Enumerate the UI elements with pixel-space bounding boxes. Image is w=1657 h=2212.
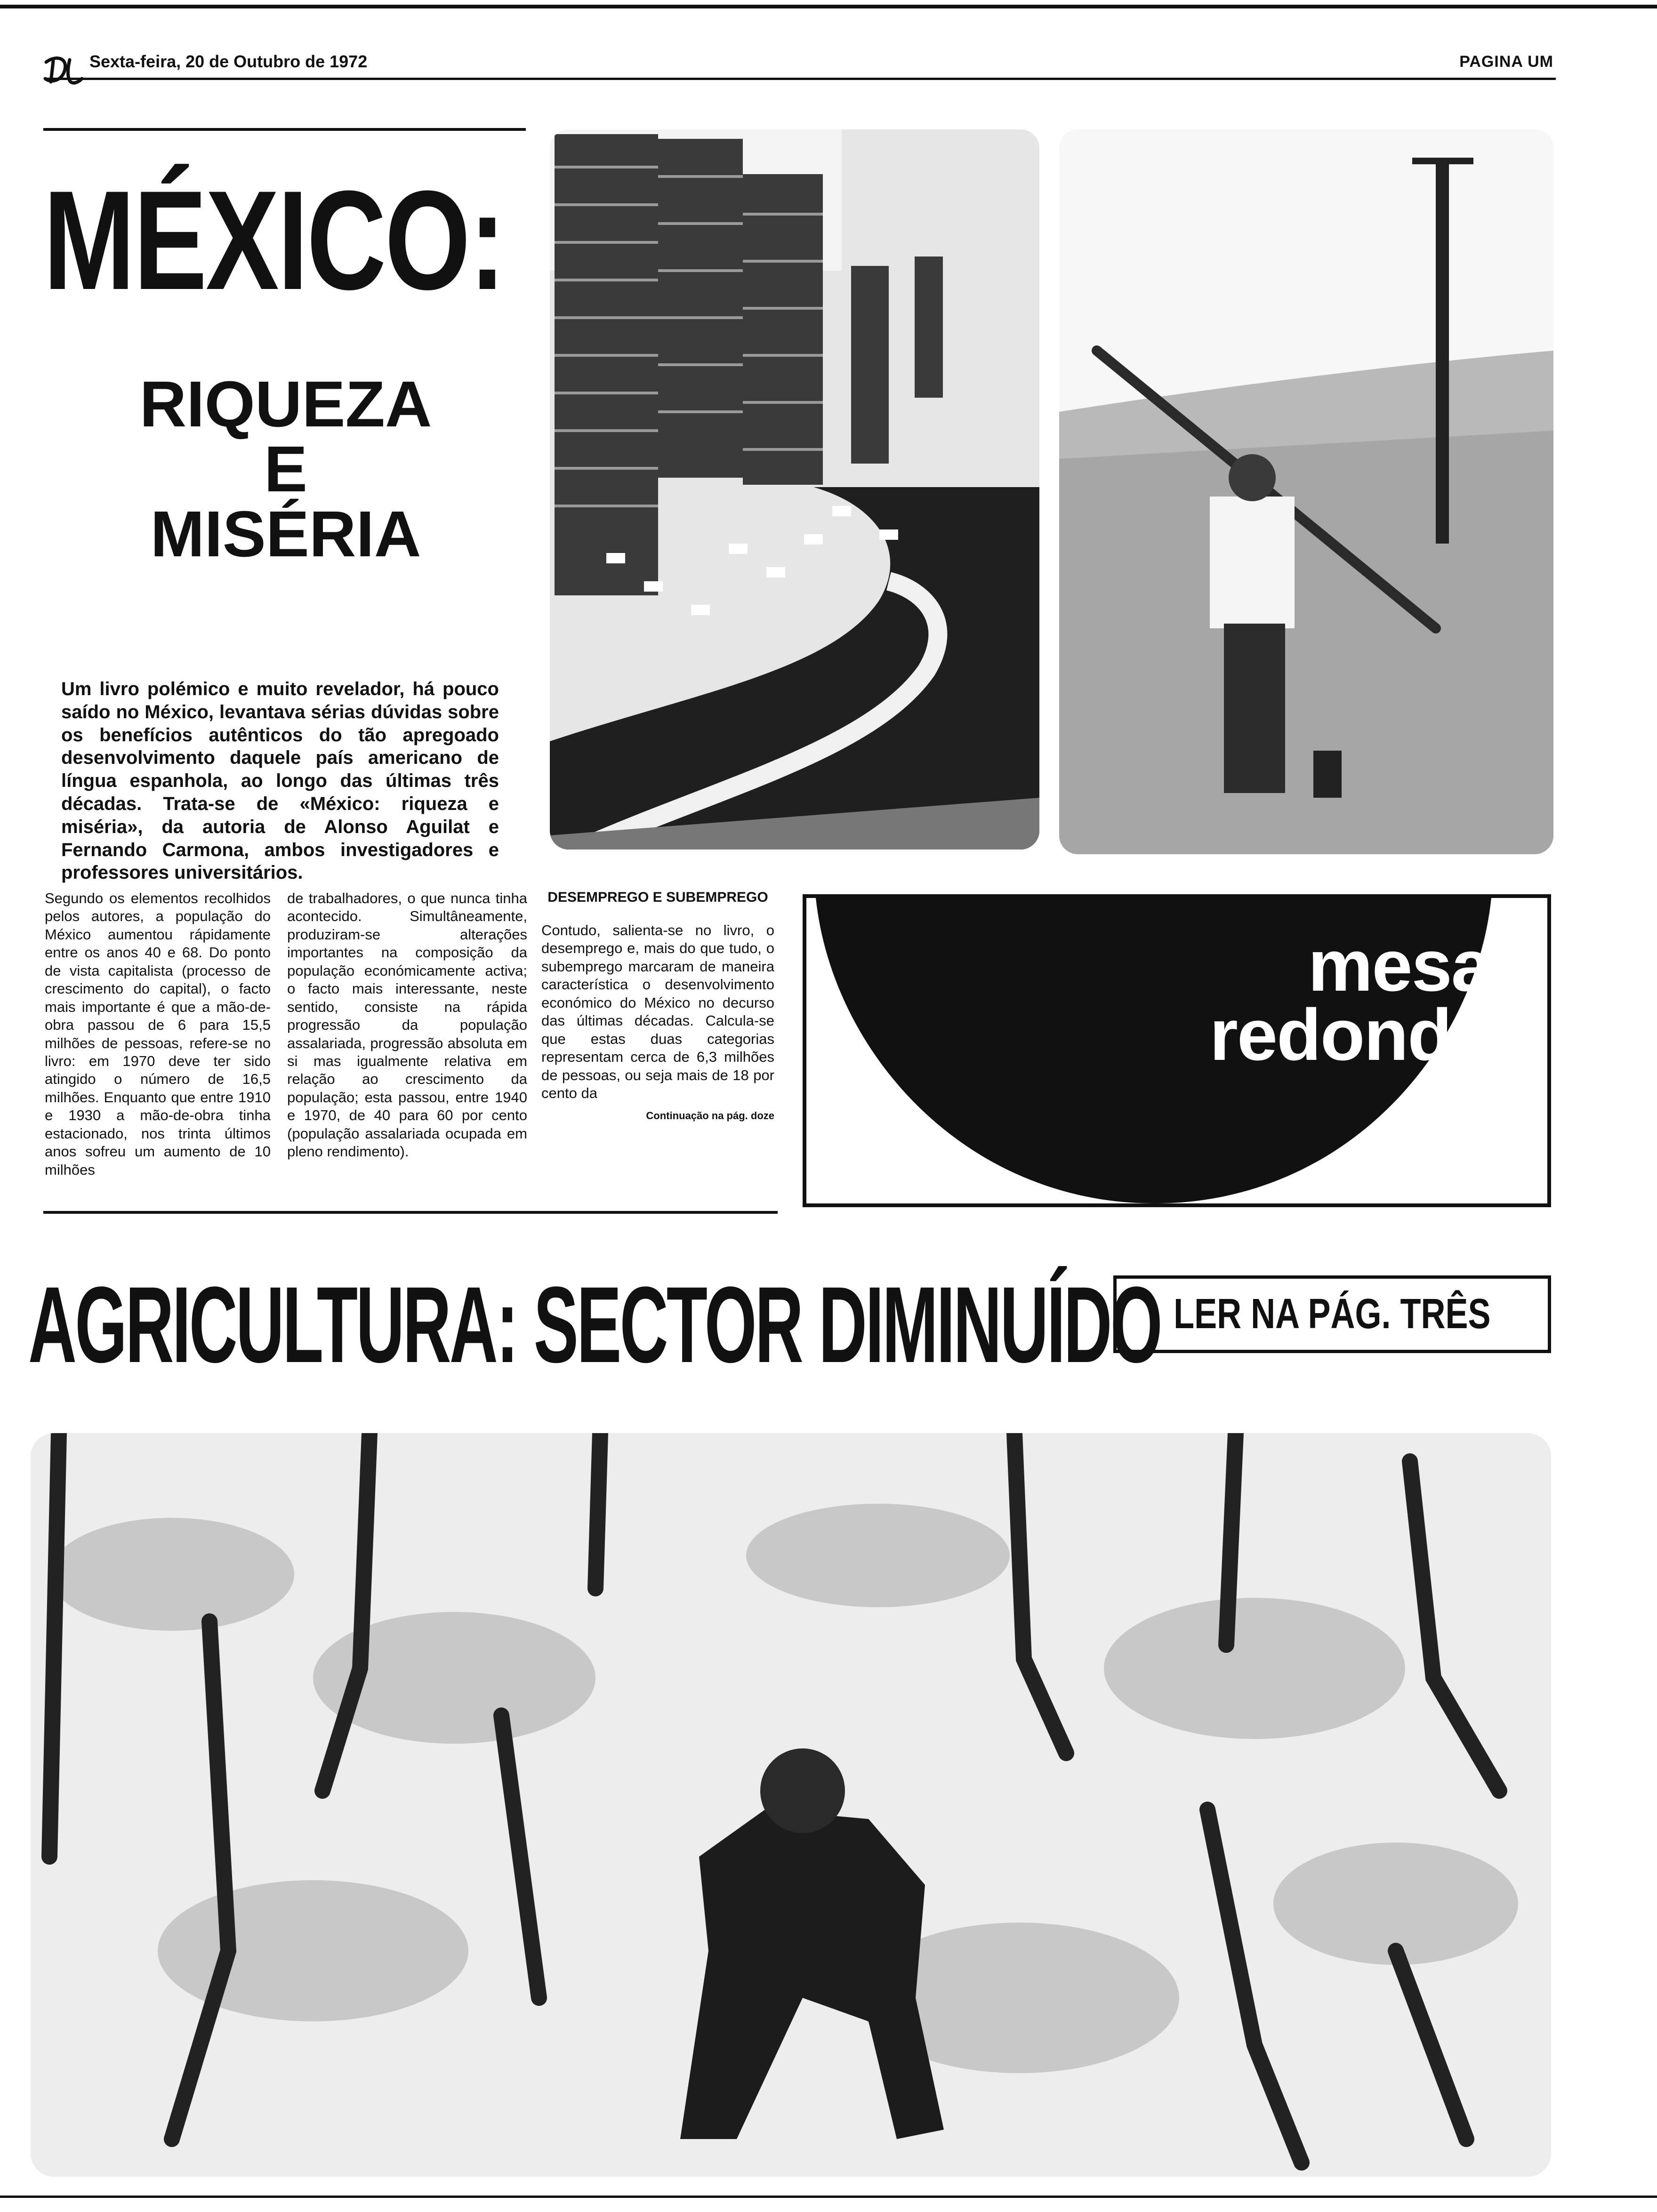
vineyard-photo — [31, 1433, 1551, 2177]
article-column-1: Segundo os elementos recolhidos pelos autores, a população do México aumentou rápidamente entre os anos 40 e 68. Do ponto de vista capitalista (processo de crescimento do capital), o facto mais importante é que a mão-de-obra passou de 6 para 15,5 milhões de pessoas, refere-se no livro: em 1970 deve ter sido atingido o número de 16,5 milhões. Enquanto que entre 1910 e 1930 a mão-de-obra tinha estacionado, nos trinta últimos anos sofreu um aumento de 10 milhões — [45, 890, 271, 1178]
issue-date: Sexta-feira, 20 de Outubro de 1972 — [89, 52, 368, 71]
column-3-text: Contudo, salienta-se no livro, o desemprego e, mais do que tudo, o subemprego marcaram de maneira característica o desenvolvimento económico do México no decurso das últimas décadas. Calcula-se que estas duas categorias representam cerca de 6,3 milhões de pessoas, ou seja mais de 18 por cento da — [541, 922, 774, 1101]
mesa-line-1: mesa — [1308, 925, 1491, 1006]
section-rule — [43, 1211, 778, 1214]
headline-subtitle — [43, 368, 528, 570]
continuation-note: Continuação na pág. doze — [646, 1110, 774, 1122]
subtitle-line-3: MISÉRIA — [150, 498, 421, 570]
mesa-line-2: redonda — [1209, 994, 1491, 1076]
newspaper-logo — [41, 53, 84, 90]
read-on-page-three[interactable] — [1113, 1275, 1551, 1353]
agriculture-headline: AGRICULTURA: SECTOR DIMINUÍDO — [28, 1264, 1161, 1385]
rural-photo — [1059, 129, 1553, 854]
mesa-redonda-box — [803, 894, 1551, 1207]
mesa-redonda-title — [1209, 925, 1491, 1076]
column-3-heading: DESEMPREGO E SUBEMPREGO — [547, 890, 768, 905]
article-column-3 — [541, 890, 774, 1122]
read-on-page-three-label: LER NA PÁG. TRÊS — [1174, 1290, 1491, 1338]
top-border — [0, 5, 1657, 8]
city-photo-drawing — [550, 129, 1039, 850]
page-label: PAGINA UM — [1459, 53, 1553, 71]
city-photo — [550, 129, 1039, 850]
bottom-rule — [0, 2196, 1657, 2198]
headline-title: MÉXICO: — [43, 161, 505, 319]
subtitle-line-1: RIQUEZA — [139, 368, 432, 441]
vineyard-photo-drawing — [31, 1433, 1551, 2177]
lead-paragraph: Um livro polémico e muito revelador, há pouco saído no México, levantava sérias dúvidas sobre os benefícios autênticos do tão apregoado desenvolvimento daquele país americano de língua espanhola, ao longo das últimas três décadas. Trata-se de «México: riqueza e miséria», da autoria de Alonso Aguilat e Fernando Carmona, ambos investigadores e professores universitários. — [61, 679, 499, 883]
rural-photo-drawing — [1059, 129, 1553, 854]
headline-rule — [43, 128, 526, 131]
article-column-2: de trabalhadores, o que nunca tinha acontecido. Simultâneamente, produziram-se alterações importantes na composição da população económicamente activa; o facto mais interessante, neste sentido, consiste na rápida progressão da população assalariada, progressão absoluta em si mas igualmente relativa em relação ao crescimento da população; esta passou, entre 1940 e 1970, de 40 para 60 por cento (população assalariada ocupada em pleno rendimento). — [287, 890, 527, 1160]
masthead-rule — [45, 78, 1556, 80]
subtitle-line-2: E — [264, 433, 308, 505]
